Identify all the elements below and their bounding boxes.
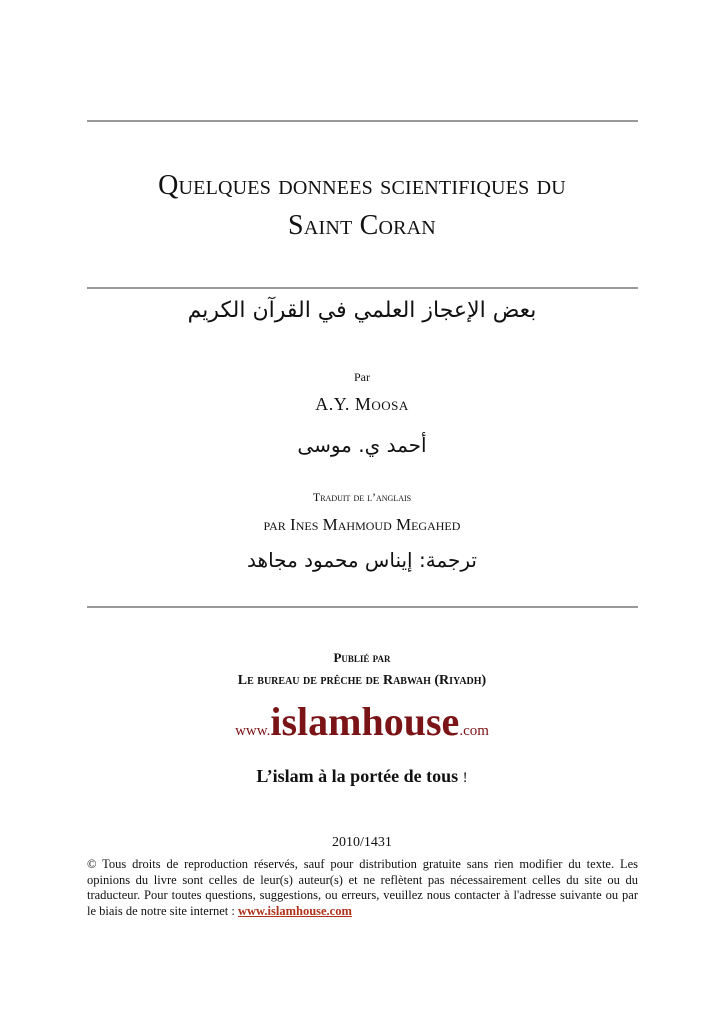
author-name-arabic: أحمد ي. موسى (297, 433, 427, 457)
bottom-divider (87, 606, 638, 608)
brand-name: islamhouse (270, 699, 460, 744)
author-name: A.Y. Moosa (315, 394, 409, 414)
top-divider (87, 120, 638, 122)
title-divider (87, 287, 638, 289)
page-title (0, 166, 724, 246)
publication-year: 2010/1431 (332, 835, 392, 850)
published-by-label: Publié par (333, 650, 391, 665)
slogan (0, 766, 724, 787)
brand-suffix: .com (459, 723, 489, 739)
by-label: Par (354, 370, 370, 384)
slogan-text: L’islam à la portée de tous (256, 766, 459, 786)
arabic-title: بعض الإعجاز العلمي في القرآن الكريم (187, 298, 537, 323)
translator-name: par Ines Mahmoud Megahed (263, 515, 461, 534)
title-line-1: Quelques donnees scientifiques du (158, 170, 566, 201)
publisher-name: Le bureau de prêche de Rabwah (Riyadh) (237, 673, 487, 688)
title-line-2: Saint Coran (288, 210, 436, 241)
copyright-notice (87, 857, 638, 919)
brand-prefix: www. (235, 723, 271, 739)
brand-logo (0, 698, 724, 745)
translator-name-arabic: ترجمة: إيناس محمود مجاهد (247, 548, 477, 572)
slogan-mark: ! (462, 770, 468, 786)
copyright-text: © Tous droits de reproduction réservés, sauf pour distribution gratuite sans rien modifier du texte. Les opinions du livre sont celles de leur(s) auteur(s) et ne reflètent pas nécessairement celles du site ou du traducteur. Pour toutes questions, suggestions, ou erreurs, veuillez nous contacter à l'adresse suivante ou par le biais de notre site internet : (87, 857, 638, 918)
translated-label: Traduit de l’anglais (312, 490, 412, 504)
website-link[interactable]: www.islamhouse.com (238, 903, 352, 918)
